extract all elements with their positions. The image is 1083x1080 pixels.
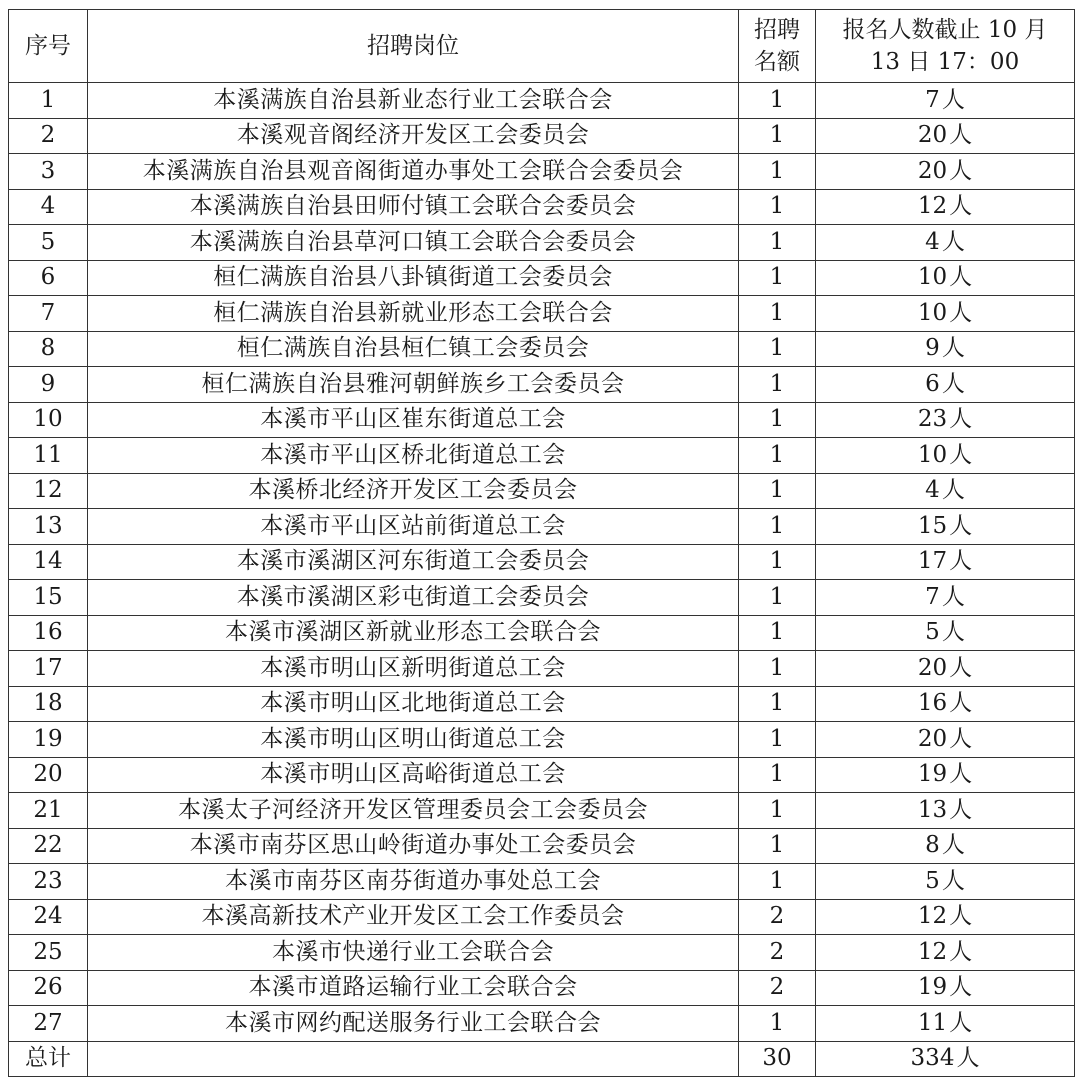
row-index: 21 <box>9 793 88 829</box>
row-quota: 1 <box>739 438 816 474</box>
row-position: 本溪市明山区高峪街道总工会 <box>88 757 739 793</box>
table-row <box>9 118 1075 154</box>
row-applicants <box>816 296 1075 332</box>
header-applicants-line2: 13 日 17：00 <box>870 49 1020 75</box>
table-row <box>9 509 1075 545</box>
row-position: 本溪太子河经济开发区管理委员会工会委员会 <box>88 793 739 829</box>
row-quota: 1 <box>739 509 816 545</box>
row-quota: 1 <box>739 544 816 580</box>
row-applicants-value: 4 <box>925 228 940 255</box>
row-applicants-value: 6 <box>925 370 940 397</box>
row-applicants-value: 10 <box>917 264 948 291</box>
row-index: 26 <box>9 970 88 1006</box>
table-row <box>9 331 1075 367</box>
table-row <box>9 828 1075 864</box>
row-quota: 1 <box>739 580 816 616</box>
row-applicants <box>816 154 1075 190</box>
row-applicants <box>816 686 1075 722</box>
row-applicants <box>816 473 1075 509</box>
row-applicants-unit: 人 <box>941 370 965 397</box>
row-applicants-unit: 人 <box>941 477 965 504</box>
row-position: 桓仁满族自治县八卦镇街道工会委员会 <box>88 260 739 296</box>
row-quota: 1 <box>739 331 816 367</box>
row-applicants-unit: 人 <box>941 619 965 646</box>
row-position: 本溪观音阁经济开发区工会委员会 <box>88 118 739 154</box>
row-position: 本溪市明山区明山街道总工会 <box>88 722 739 758</box>
row-quota: 1 <box>739 260 816 296</box>
row-index: 1 <box>9 83 88 119</box>
row-applicants-unit: 人 <box>949 264 973 291</box>
total-quota: 30 <box>739 1041 816 1076</box>
row-applicants <box>816 83 1075 119</box>
row-position: 本溪市道路运输行业工会联合会 <box>88 970 739 1006</box>
row-index: 20 <box>9 757 88 793</box>
table-row <box>9 438 1075 474</box>
header-position: 招聘岗位 <box>88 10 739 83</box>
row-applicants-unit: 人 <box>941 86 965 113</box>
row-quota: 1 <box>739 757 816 793</box>
row-applicants-value: 11 <box>917 1009 948 1036</box>
row-index: 16 <box>9 615 88 651</box>
row-applicants <box>816 757 1075 793</box>
row-applicants-value: 19 <box>917 761 948 788</box>
row-applicants-value: 12 <box>917 193 948 220</box>
row-applicants-value: 5 <box>925 619 940 646</box>
row-applicants-unit: 人 <box>949 299 973 326</box>
row-position: 本溪市溪湖区河东街道工会委员会 <box>88 544 739 580</box>
row-quota: 1 <box>739 615 816 651</box>
row-applicants <box>816 438 1075 474</box>
row-index: 10 <box>9 402 88 438</box>
total-applicants <box>816 1041 1075 1076</box>
row-quota: 2 <box>739 970 816 1006</box>
row-position: 本溪市平山区站前街道总工会 <box>88 509 739 545</box>
row-applicants-unit: 人 <box>949 796 973 823</box>
row-position: 本溪市平山区崔东街道总工会 <box>88 402 739 438</box>
row-index: 2 <box>9 118 88 154</box>
table-row <box>9 225 1075 261</box>
row-index: 22 <box>9 828 88 864</box>
row-position: 本溪市南芬区南芬街道办事处总工会 <box>88 864 739 900</box>
row-position: 本溪市快递行业工会联合会 <box>88 935 739 971</box>
row-applicants-unit: 人 <box>949 441 973 468</box>
row-applicants-unit: 人 <box>949 938 973 965</box>
row-quota: 1 <box>739 473 816 509</box>
row-position: 本溪市平山区桥北街道总工会 <box>88 438 739 474</box>
header-quota <box>739 10 816 83</box>
row-applicants <box>816 189 1075 225</box>
row-applicants <box>816 651 1075 687</box>
row-index: 27 <box>9 1006 88 1042</box>
table-body <box>9 83 1075 1042</box>
row-index: 6 <box>9 260 88 296</box>
row-applicants <box>816 935 1075 971</box>
table-row <box>9 1006 1075 1042</box>
row-applicants-value: 10 <box>917 299 948 326</box>
table-row <box>9 864 1075 900</box>
table-row <box>9 260 1075 296</box>
row-index: 4 <box>9 189 88 225</box>
row-index: 18 <box>9 686 88 722</box>
row-applicants-value: 20 <box>917 725 948 752</box>
row-index: 24 <box>9 899 88 935</box>
row-applicants-value: 20 <box>917 654 948 681</box>
table-row <box>9 402 1075 438</box>
row-applicants-unit: 人 <box>941 583 965 610</box>
total-applicants-unit: 人 <box>956 1045 980 1071</box>
header-applicants <box>816 10 1075 83</box>
row-position: 桓仁满族自治县桓仁镇工会委员会 <box>88 331 739 367</box>
row-applicants-value: 16 <box>917 690 948 717</box>
row-quota: 1 <box>739 154 816 190</box>
row-applicants-value: 10 <box>917 441 948 468</box>
row-quota: 1 <box>739 864 816 900</box>
recruitment-table <box>8 9 1075 1077</box>
row-applicants <box>816 828 1075 864</box>
row-position: 本溪满族自治县新业态行业工会联合会 <box>88 83 739 119</box>
row-applicants-unit: 人 <box>941 228 965 255</box>
row-position: 本溪满族自治县田师付镇工会联合会委员会 <box>88 189 739 225</box>
row-quota: 1 <box>739 793 816 829</box>
row-position: 本溪市溪湖区新就业形态工会联合会 <box>88 615 739 651</box>
row-quota: 1 <box>739 83 816 119</box>
row-position: 本溪满族自治县草河口镇工会联合会委员会 <box>88 225 739 261</box>
row-applicants <box>816 225 1075 261</box>
row-applicants-value: 20 <box>917 157 948 184</box>
row-applicants-value: 4 <box>925 477 940 504</box>
header-quota-line1: 招聘 <box>754 16 800 43</box>
row-applicants-value: 8 <box>925 832 940 859</box>
row-index: 3 <box>9 154 88 190</box>
row-index: 5 <box>9 225 88 261</box>
row-applicants <box>816 722 1075 758</box>
row-applicants <box>816 544 1075 580</box>
row-applicants <box>816 970 1075 1006</box>
row-applicants <box>816 864 1075 900</box>
table-row <box>9 83 1075 119</box>
table-row <box>9 296 1075 332</box>
row-applicants-unit: 人 <box>949 761 973 788</box>
table-header-row <box>9 10 1075 83</box>
row-quota: 1 <box>739 118 816 154</box>
row-applicants <box>816 793 1075 829</box>
row-position: 本溪市溪湖区彩屯街道工会委员会 <box>88 580 739 616</box>
row-applicants-value: 17 <box>917 548 948 575</box>
row-index: 7 <box>9 296 88 332</box>
row-applicants-unit: 人 <box>949 903 973 930</box>
row-applicants-value: 19 <box>917 974 948 1001</box>
row-applicants-value: 9 <box>925 335 940 362</box>
row-position: 本溪市明山区北地街道总工会 <box>88 686 739 722</box>
table-row <box>9 473 1075 509</box>
row-index: 12 <box>9 473 88 509</box>
row-applicants <box>816 402 1075 438</box>
table-row <box>9 686 1075 722</box>
row-applicants-unit: 人 <box>949 690 973 717</box>
row-position: 桓仁满族自治县雅河朝鲜族乡工会委员会 <box>88 367 739 403</box>
row-position: 桓仁满族自治县新就业形态工会联合会 <box>88 296 739 332</box>
row-applicants-value: 7 <box>925 86 940 113</box>
table-row <box>9 544 1075 580</box>
row-index: 17 <box>9 651 88 687</box>
row-quota: 2 <box>739 935 816 971</box>
row-index: 19 <box>9 722 88 758</box>
table-row <box>9 935 1075 971</box>
table-row <box>9 722 1075 758</box>
row-applicants-unit: 人 <box>949 654 973 681</box>
table-row <box>9 580 1075 616</box>
row-quota: 1 <box>739 296 816 332</box>
row-quota: 1 <box>739 651 816 687</box>
table-row <box>9 154 1075 190</box>
row-applicants-unit: 人 <box>941 335 965 362</box>
row-index: 11 <box>9 438 88 474</box>
row-applicants-unit: 人 <box>949 974 973 1001</box>
row-position: 本溪满族自治县观音阁街道办事处工会联合会委员会 <box>88 154 739 190</box>
table-row <box>9 367 1075 403</box>
row-quota: 1 <box>739 189 816 225</box>
row-applicants <box>816 118 1075 154</box>
row-applicants-unit: 人 <box>949 512 973 539</box>
row-applicants-value: 5 <box>925 867 940 894</box>
header-index: 序号 <box>9 10 88 83</box>
row-position: 本溪市明山区新明街道总工会 <box>88 651 739 687</box>
row-index: 8 <box>9 331 88 367</box>
row-quota: 1 <box>739 828 816 864</box>
row-quota: 1 <box>739 1006 816 1042</box>
row-position: 本溪高新技术产业开发区工会工作委员会 <box>88 899 739 935</box>
row-position: 本溪桥北经济开发区工会委员会 <box>88 473 739 509</box>
table-row <box>9 899 1075 935</box>
row-index: 14 <box>9 544 88 580</box>
row-applicants <box>816 615 1075 651</box>
row-applicants <box>816 899 1075 935</box>
table-row <box>9 651 1075 687</box>
row-index: 13 <box>9 509 88 545</box>
row-applicants <box>816 367 1075 403</box>
total-row <box>9 1041 1075 1076</box>
row-applicants-unit: 人 <box>949 122 973 149</box>
row-position: 本溪市网约配送服务行业工会联合会 <box>88 1006 739 1042</box>
row-applicants-unit: 人 <box>949 725 973 752</box>
table-row <box>9 615 1075 651</box>
row-applicants <box>816 260 1075 296</box>
header-applicants-line1: 报名人数截止 10 月 <box>842 16 1048 43</box>
table-row <box>9 757 1075 793</box>
row-quota: 1 <box>739 402 816 438</box>
row-applicants-value: 20 <box>917 122 948 149</box>
total-applicants-value: 334 <box>910 1045 955 1071</box>
row-applicants <box>816 580 1075 616</box>
row-applicants <box>816 509 1075 545</box>
row-applicants-unit: 人 <box>949 1009 973 1036</box>
row-applicants-unit: 人 <box>941 867 965 894</box>
row-quota: 2 <box>739 899 816 935</box>
row-applicants <box>816 1006 1075 1042</box>
table-row <box>9 793 1075 829</box>
total-position <box>88 1041 739 1076</box>
row-applicants-unit: 人 <box>949 157 973 184</box>
row-quota: 1 <box>739 722 816 758</box>
row-index: 25 <box>9 935 88 971</box>
row-applicants-value: 23 <box>917 406 948 433</box>
row-applicants-unit: 人 <box>949 193 973 220</box>
row-applicants-unit: 人 <box>941 832 965 859</box>
total-label: 总计 <box>9 1041 88 1076</box>
row-applicants-unit: 人 <box>949 548 973 575</box>
row-applicants-value: 13 <box>917 796 948 823</box>
row-applicants-value: 12 <box>917 938 948 965</box>
row-applicants-value: 12 <box>917 903 948 930</box>
row-applicants <box>816 331 1075 367</box>
table-row <box>9 970 1075 1006</box>
row-index: 9 <box>9 367 88 403</box>
row-index: 15 <box>9 580 88 616</box>
row-quota: 1 <box>739 225 816 261</box>
row-index: 23 <box>9 864 88 900</box>
row-quota: 1 <box>739 686 816 722</box>
header-quota-line2: 名额 <box>754 49 800 75</box>
row-quota: 1 <box>739 367 816 403</box>
row-position: 本溪市南芬区思山岭街道办事处工会委员会 <box>88 828 739 864</box>
row-applicants-unit: 人 <box>949 406 973 433</box>
row-applicants-value: 15 <box>917 512 948 539</box>
row-applicants-value: 7 <box>925 583 940 610</box>
table-row <box>9 189 1075 225</box>
